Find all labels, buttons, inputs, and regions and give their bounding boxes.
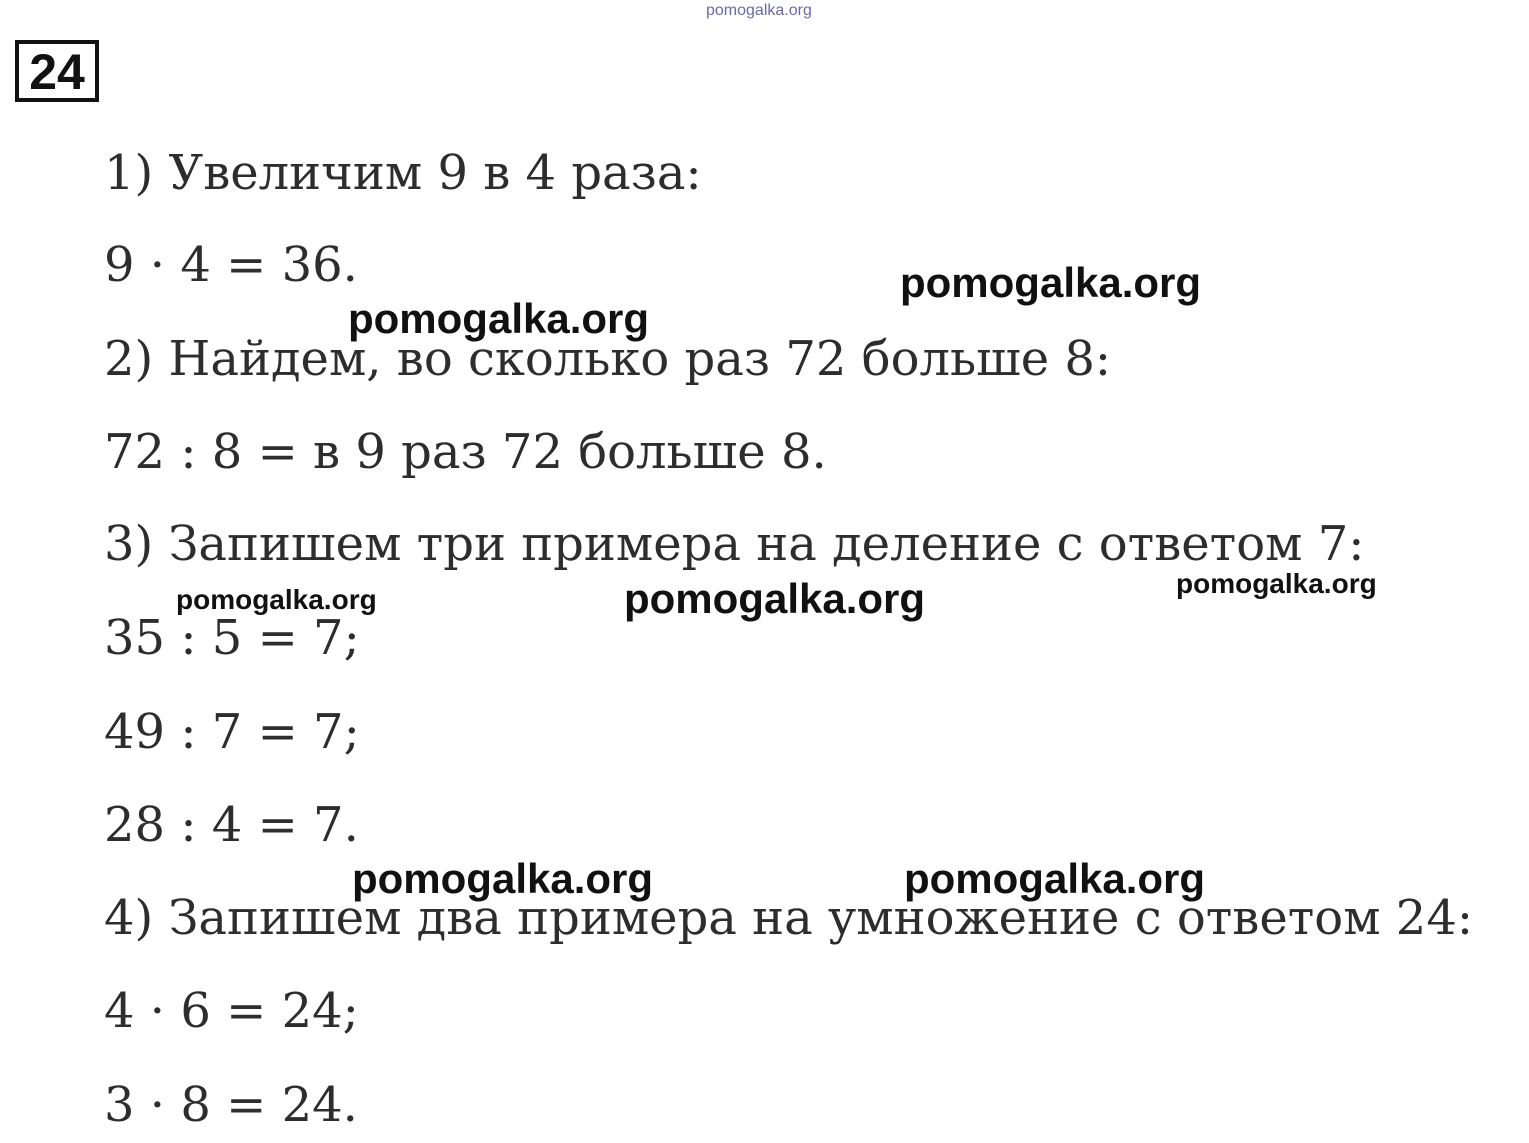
solution-line-8: 28 : 4 = 7. (104, 797, 359, 853)
solution-line-3: 2) Найдем, во сколько раз 72 больше 8: (104, 331, 1112, 387)
solution-line-6: 35 : 5 = 7; (104, 610, 360, 666)
top-watermark: pomogalka.org (706, 2, 812, 19)
solution-line-7: 49 : 7 = 7; (104, 704, 360, 760)
watermark: pomogalka.org (348, 295, 650, 342)
watermark: pomogalka.org (176, 584, 377, 615)
solution-line-4: 72 : 8 = в 9 раз 72 больше 8. (104, 424, 827, 480)
watermark: pomogalka.org (900, 259, 1202, 306)
solution-line-9: 4) Запишем два примера на умножение с ответом 24: (104, 890, 1474, 946)
solution-line-11: 3 · 8 = 24. (104, 1077, 358, 1133)
solution-line-2: 9 · 4 = 36. (104, 237, 358, 293)
watermark: pomogalka.org (904, 855, 1206, 902)
problem-number-box: 24 (15, 40, 99, 102)
watermark: pomogalka.org (1176, 568, 1377, 599)
watermark: pomogalka.org (352, 855, 654, 902)
solution-line-10: 4 · 6 = 24; (104, 983, 359, 1039)
solution-line-1: 1) Увеличим 9 в 4 раза: (104, 145, 702, 201)
watermark: pomogalka.org (624, 575, 926, 622)
solution-line-5: 3) Запишем три примера на деление с ответом 7: (104, 516, 1365, 572)
